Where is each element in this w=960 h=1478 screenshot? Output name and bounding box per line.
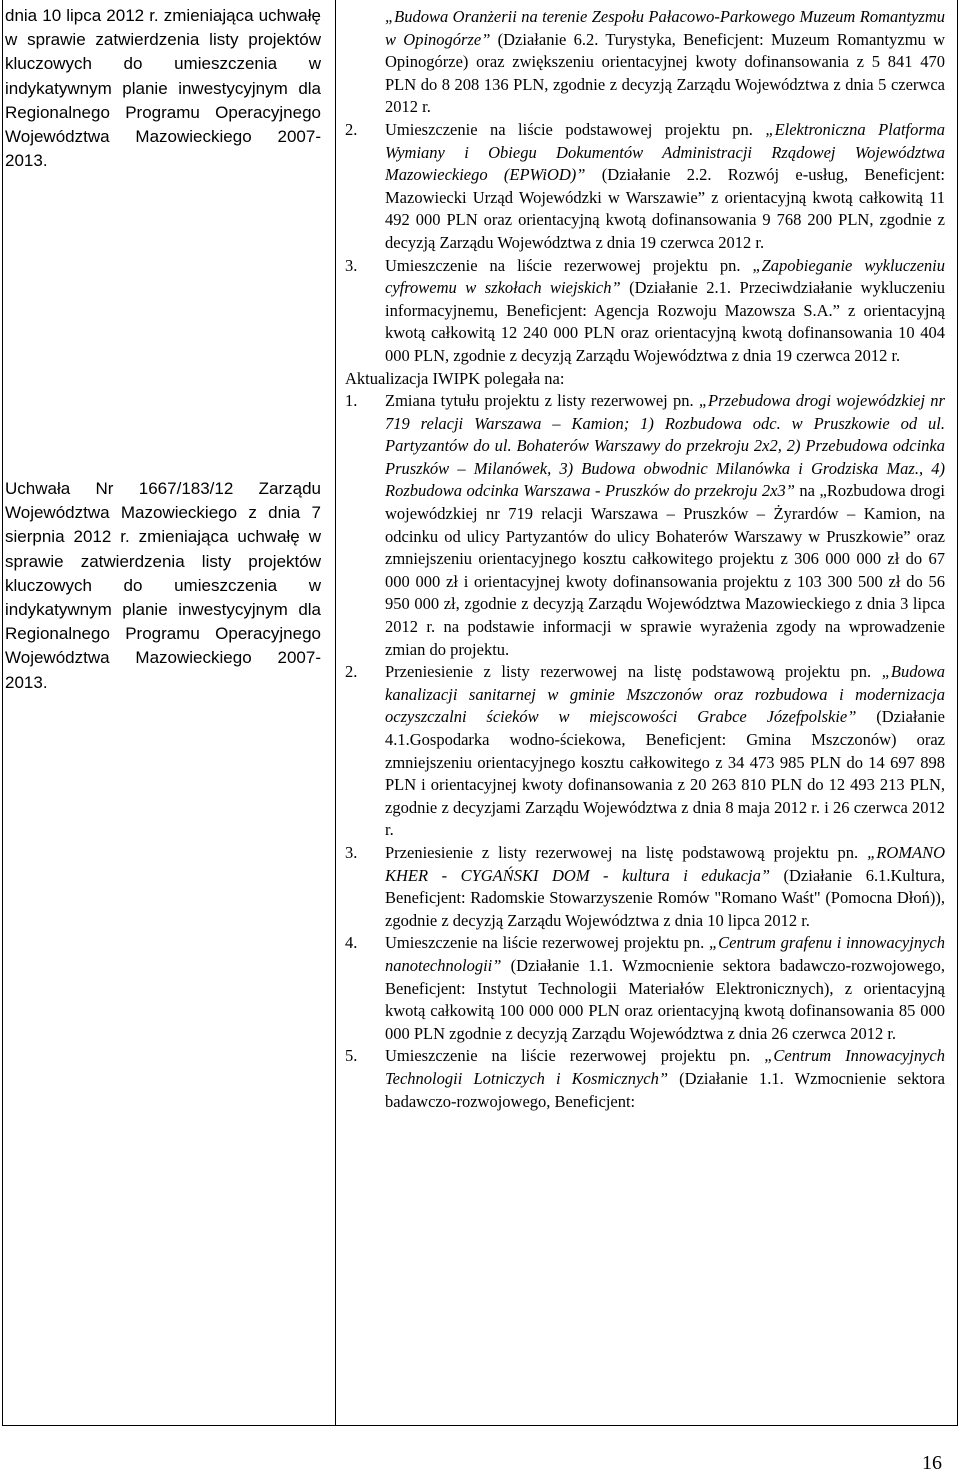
item-text: Umieszczenie na liście rezerwowej projektu pn.	[385, 933, 709, 953]
item-text: (Działanie 1.1. Wzmocnienie sektora badawczo-rozwojowego, Beneficjent:	[385, 1068, 945, 1111]
item-number: 2.	[345, 662, 358, 682]
item-text: na „Rozbudowa drogi wojewódzkiej nr 719 relacji Warszawa – Pruszków – Żyrardów – Kamion, na odcinku od ulicy Partyzantów do ulicy Bohaterów Warszawy w Pruszkowie” oraz zmniejszeniu orientacyjnego kosztu całkowitego projektu z 306 000 000 zł do 67 000 000 zł i orientacyjnej kwoty dofinansowania projektu z 103 300 500 zł do 56 950 000 zł, zgodnie z decyzją Zarządu Województwa Mazowieckiego z dnia 3 lipca 2012 r. na podstawie informacji w sprawie wyrażenia zgody na wprowadzenie zmian do projektu.	[385, 481, 945, 659]
list-item-continuation	[345, 6, 945, 119]
project-title: „Zapobieganie wykluczeniu cyfrowemu w szkołach wiejskich”	[385, 255, 945, 298]
item-text: (Działanie 1.1. Wzmocnienie sektora badawczo-rozwojowego, Beneficjent: Instytut Technologii Materiałów Elektronicznych), z orientacyjną kwotą całkowitą 100 000 000 PLN oraz orientacyjną kwotą dofinansowania 85 000 000 PLN zgodnie z decyzją Zarządu Województwa z dnia 26 czerwca 2012 r.	[385, 955, 945, 1043]
item-text: Umieszczenie na liście podstawowej projektu pn.	[385, 119, 766, 139]
list-item	[345, 661, 945, 842]
resolution-entry: dnia 10 lipca 2012 r. zmieniająca uchwałę w sprawie zatwierdzenia listy projektów kluczowych do umieszczenia w indykatywnym planie inwestycyjnym dla Regionalnego Programu Operacyjnego Województwa Mazowieckiego 2007-2013.	[5, 6, 321, 171]
project-title: „ROMANO KHER - CYGAŃSKI DOM - kultura i edukacja”	[385, 842, 945, 885]
item-number: 2.	[345, 119, 358, 139]
resolution-entry: Uchwała Nr 1667/183/12 Zarządu Województwa Mazowieckiego z dnia 7 sierpnia 2012 r. zmieniająca uchwałę w sprawie zatwierdzenia listy projektów kluczowych do umieszczenia w indykatywnym planie inwestycyjnym dla Regionalnego Programu Operacyjnego Województwa Mazowieckiego 2007-2013.	[5, 479, 321, 692]
item-text: Przeniesienie z listy rezerwowej na listę podstawową projektu pn.	[385, 662, 882, 682]
list-item	[345, 1045, 945, 1113]
item-text: Umieszczenie na liście rezerwowej projektu pn.	[385, 255, 753, 275]
item-text: (Działanie 4.1.Gospodarka wodno-ściekowa, Beneficjent: Gmina Mszczonów) oraz zmniejszeniu orientacyjnego kosztu całkowitego z 34 473 985 PLN do 14 697 898 PLN i orientacyjnej kwoty dofinansowania z 20 263 810 PLN do 12 493 213 PLN, zgodnie z decyzjami Zarządu Województwa z dnia 8 maja 2012 r. i 26 czerwca 2012 r.	[385, 707, 945, 840]
item-number: 4.	[345, 933, 358, 953]
project-title: „Elektroniczna Platforma Wymiany i Obiegu Dokumentów Administracji Rządowej Województwa Mazowieckiego (EPWiOD)”	[385, 119, 945, 185]
project-title: „Budowa kanalizacji sanitarnej w gminie Mszczonów oraz rozbudowa i modernizacja oczyszczalni ścieków w miejscowości Grabce Józefpolskie”	[385, 662, 945, 727]
list-item	[345, 932, 945, 1045]
item-text: (Działanie 2.1. Przeciwdziałanie wykluczeniu informacyjnemu, Beneficjent: Agencja Rozwoju Mazowsza S.A.” z orientacyjną kwotą całkowitą 12 240 000 PLN oraz orientacyjną kwotą dofinansowania 10 404 000 PLN, zgodnie z decyzją Zarządu Województwa z dnia 19 czerwca 2012 r.	[385, 278, 945, 365]
item-number: 3.	[345, 842, 358, 862]
item-number: 5.	[345, 1046, 358, 1066]
item-text: (Działanie 2.2. Rozwój e-usług, Beneficjent: Mazowiecki Urząd Wojewódzki w Warszawie” z orientacyjną kwotą całkowitą 11 492 000 PLN oraz orientacyjną kwotą dofinansowania 9 768 200 PLN, zgodnie z decyzją Zarządu Województwa z dnia 19 czerwca 2012 r.	[385, 165, 945, 252]
item-text: Umieszczenie na liście rezerwowej projektu pn.	[385, 1046, 765, 1066]
column-divider	[335, 0, 336, 1426]
page-number: 16	[922, 1452, 942, 1474]
list-item	[345, 119, 945, 255]
update-list	[345, 390, 945, 1113]
item-text: (Działanie 6.2. Turystyka, Beneficjent: Muzeum Romantyzmu w Opinogórze) oraz zwiększeniu orientacyjnej kwoty dofinansowania z 5 841 470 PLN do 8 208 136 PLN, zgodnie z decyzją Zarządu Województwa z dnia 5 czerwca 2012 r.	[385, 29, 945, 117]
project-title: „Centrum Innowacyjnych Technologii Lotniczych i Kosmicznych”	[385, 1046, 945, 1088]
item-number: 3.	[345, 255, 358, 275]
right-column	[345, 6, 945, 1113]
list-item	[345, 255, 945, 368]
item-text: (Działanie 6.1.Kultura, Beneficjent: Radomskie Stowarzyszenie Romów "Romano Waśt" (Pomocna Dłoń)), zgodnie z decyzją Zarządu Województwa z dnia 10 lipca 2012 r.	[385, 865, 946, 930]
project-title: „Budowa Oranżerii na terenie Zespołu Pałacowo-Parkowego Muzeum Romantyzmu w Opinogórze”	[385, 7, 945, 49]
item-text: Zmiana tytułu projektu z listy rezerwowej pn.	[385, 391, 699, 411]
left-column	[5, 4, 321, 692]
list-item	[345, 390, 945, 661]
section-heading: Aktualizacja IWIPK polegała na:	[345, 368, 565, 388]
list-item	[345, 842, 945, 932]
project-title: „Przebudowa drogi wojewódzkiej nr 719 relacji Warszawa – Kamion; 1) Rozbudowa odc. w Pruszkowie od ul. Partyzantów do ul. Bohaterów Warszawy do przekroju 2x2, 2) Przebudowa odcinka Pruszków – Milanówek, 3) Budowa obwodnic Milanówka i Grodziska Maz., 4) Rozbudowa odcinka Warszawa - Pruszków do przekroju 2x3”	[385, 391, 945, 501]
item-text: Przeniesienie z listy rezerwowej na listę podstawową projektu pn.	[385, 842, 868, 862]
item-number: 1.	[345, 391, 358, 411]
project-title: „Centrum grafenu i innowacyjnych nanotechnologii”	[385, 933, 945, 975]
changes-list	[345, 119, 945, 368]
